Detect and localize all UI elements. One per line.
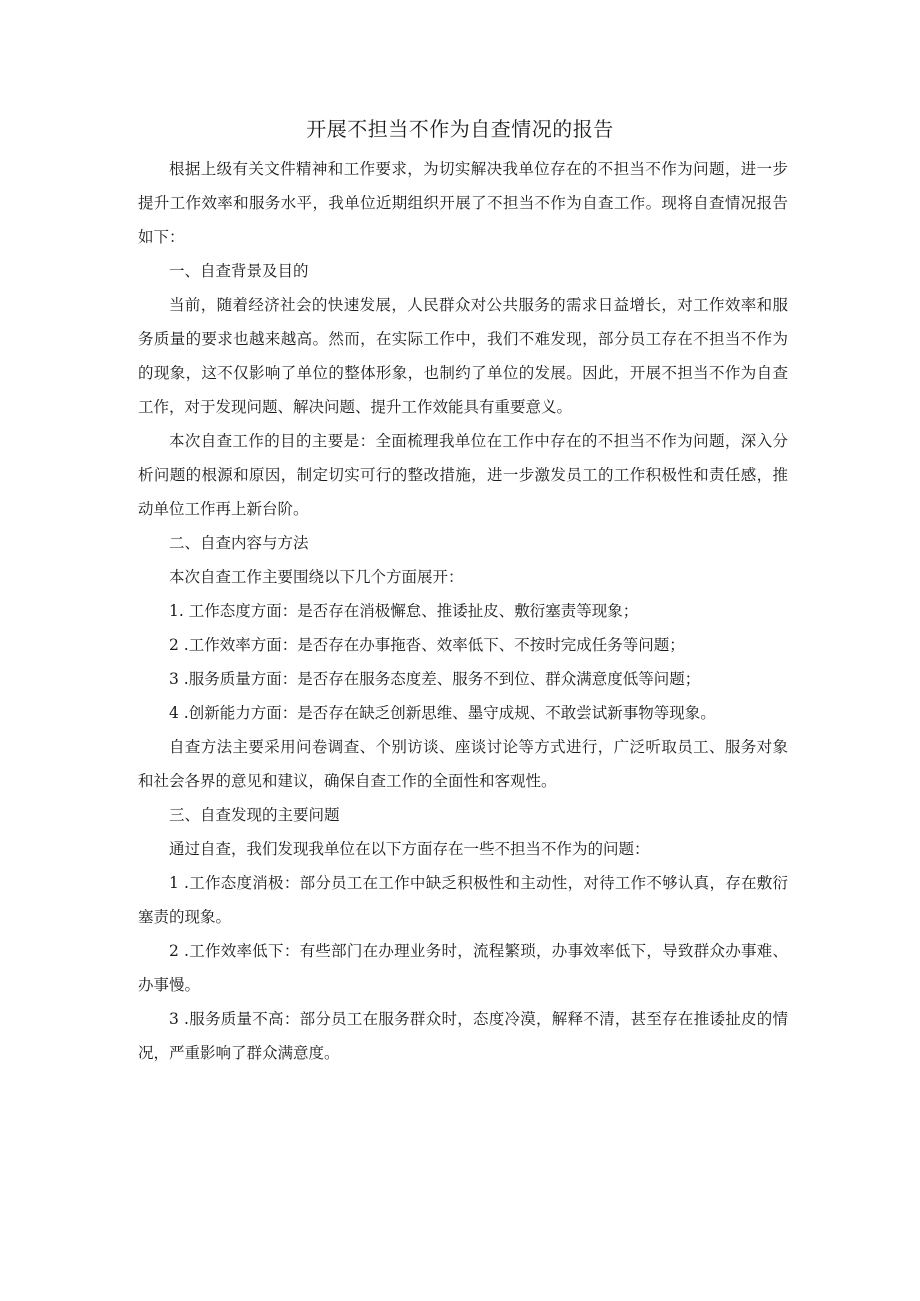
problem-item: 3 .服务质量不高：部分员工在服务群众时，态度冷漠，解释不清，甚至存在推诿扯皮的情况，严重影响了群众满意度。 [138, 1010, 788, 1062]
content-item: 3 .服务质量方面：是否存在服务态度差、服务不到位、群众满意度低等问题； [169, 670, 701, 688]
document-body [138, 152, 788, 1070]
problems-lead: 通过自查，我们发现我单位在以下方面存在一些不担当不作为的问题： [169, 840, 650, 858]
background-paragraph: 当前，随着经济社会的快速发展，人民群众对公共服务的需求日益增长，对工作效率和服务质量的要求也越来越高。然而，在实际工作中，我们不难发现，部分员工存在不担当不作为的现象，这不仅影响了单位的整体形象，也制约了单位的发展。因此，开展不担当不作为自查工作，对于发现问题、解决问题、提升工作效能具有重要意义。 [138, 296, 788, 416]
intro-paragraph: 根据上级有关文件精神和工作要求，为切实解决我单位存在的不担当不作为问题，进一步提升工作效率和服务水平，我单位近期组织开展了不担当不作为自查工作。现将自查情况报告如下： [138, 160, 788, 246]
content-item: 1. 工作态度方面：是否存在消极懈怠、推诿扯皮、敷衍塞责等现象； [169, 602, 639, 620]
method-paragraph: 自查方法主要采用问卷调查、个别访谈、座谈讨论等方式进行，广泛听取员工、服务对象和社会各界的意见和建议，确保自查工作的全面性和客观性。 [138, 738, 788, 790]
section-heading-problems: 三、自查发现的主要问题 [169, 806, 340, 824]
content-item: 4 .创新能力方面：是否存在缺乏创新思维、墨守成规、不敢尝试新事物等现象。 [169, 704, 716, 722]
document-title: 开展不担当不作为自查情况的报告 [306, 117, 614, 141]
purpose-paragraph: 本次自查工作的目的主要是：全面梳理我单位在工作中存在的不担当不作为问题，深入分析问题的根源和原因，制定切实可行的整改措施，进一步激发员工的工作积极性和责任感，推动单位工作再上新台阶。 [138, 432, 788, 518]
section-heading-background: 一、自查背景及目的 [169, 262, 309, 280]
content-lead: 本次自查工作主要围绕以下几个方面展开： [169, 568, 464, 586]
section-heading-content-method: 二、自查内容与方法 [169, 534, 309, 552]
problem-item: 2 .工作效率低下：有些部门在办理业务时，流程繁琐，办事效率低下，导致群众办事难、办事慢。 [138, 942, 788, 994]
problem-item: 1 .工作态度消极：部分员工在工作中缺乏积极性和主动性，对待工作不够认真，存在敷衍塞责的现象。 [138, 874, 788, 926]
content-item: 2 .工作效率方面：是否存在办事拖沓、效率低下、不按时完成任务等问题； [169, 636, 685, 654]
